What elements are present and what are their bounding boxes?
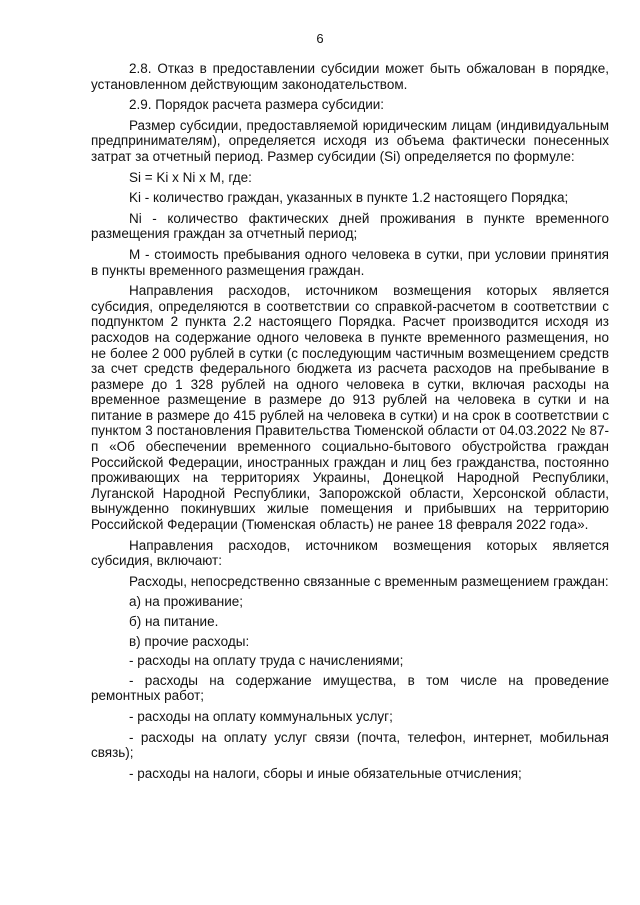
list-item-b: б) на питание. <box>129 614 219 629</box>
page-number: 6 <box>316 31 324 46</box>
formula-definition-m: М - стоимость пребывания одного человека в сутки, при условии принятия в пункты временного размещения граждан. <box>91 246 609 278</box>
list-item-a: а) на проживание; <box>129 594 243 610</box>
paragraph-2-8: 2.8. Отказ в предоставлении субсидии может быть обжалован в порядке, установленном действующим законодательством. <box>91 61 609 92</box>
paragraph-expense-directions: Направления расходов, источником возмещения которых является субсидия, определяются в соответствии со справкой-расчетом в соответствии с подпунктом 2 пункта 2.2 настоящего Порядка. Расчет производится исходя из расходов на содержание одного человека в пункте временного размещения, но не более 2 000 рублей в сутки (с последующим частичным возмещением средств за счет средств федерального бюджета из расчета расходов на пребывание в размере до 1 328 рублей на одного человека в сутки, включая расходы на временное размещение в размере до 913 рублей на человека в сутки и на питание в размере до 415 рублей на человека в сутки) и на срок в соответствии с пунктом 3 постановления Правительства Тюменской области от 04.03.2022 № 87-п «Об обеспечении временного социально-бытового обустройства граждан Российской Федерации, иностранных граждан и лиц без гражданства, постоянно проживающих на территориях Украины, Донецкой Народной Республики, Луганской Народной Республики, Запорожской области, Херсонской области, вынужденно покинувших жилые помещения и прибывших на территорию Российской Федерации (Тюменская область) не ранее 18 февраля 2022 года». <box>91 283 609 533</box>
formula-definition-ki: Ki - количество граждан, указанных в пункте 1.2 настоящего Порядка; <box>129 190 569 206</box>
list-item-labor: - расходы на оплату труда с начислениями; <box>129 653 404 669</box>
paragraph-direct-expenses: Расходы, непосредственно связанные с временным размещением граждан: <box>129 573 609 589</box>
list-item-taxes: - расходы на налоги, сборы и иные обязательные отчисления; <box>129 765 522 781</box>
list-item-c: в) прочие расходы: <box>129 633 250 649</box>
list-item-utilities: - расходы на оплату коммунальных услуг; <box>129 708 393 724</box>
list-item-property: - расходы на содержание имущества, в том числе на проведение ремонтных работ; <box>91 672 609 704</box>
formula: Si = Ki x Ni x M, где: <box>129 169 252 185</box>
paragraph-2-9-heading: 2.9. Порядок расчета размера субсидии: <box>129 97 385 113</box>
list-item-communications: - расходы на оплату услуг связи (почта, телефон, интернет, мобильная связь); <box>91 729 609 761</box>
paragraph-expense-directions-include: Направления расходов, источником возмещения которых является субсидия, включают: <box>91 537 609 569</box>
paragraph-subsidy-size: Размер субсидии, предоставляемой юридическим лицам (индивидуальным предпринимателям), определяется исходя из объема фактически понесенных затрат за отчетный период. Размер субсидии (Si) определяется по формуле: <box>91 117 609 164</box>
document-body <box>91 61 609 786</box>
formula-definition-ni: Ni - количество фактических дней проживания в пункте временного размещения граждан за отчетный период; <box>91 210 609 242</box>
